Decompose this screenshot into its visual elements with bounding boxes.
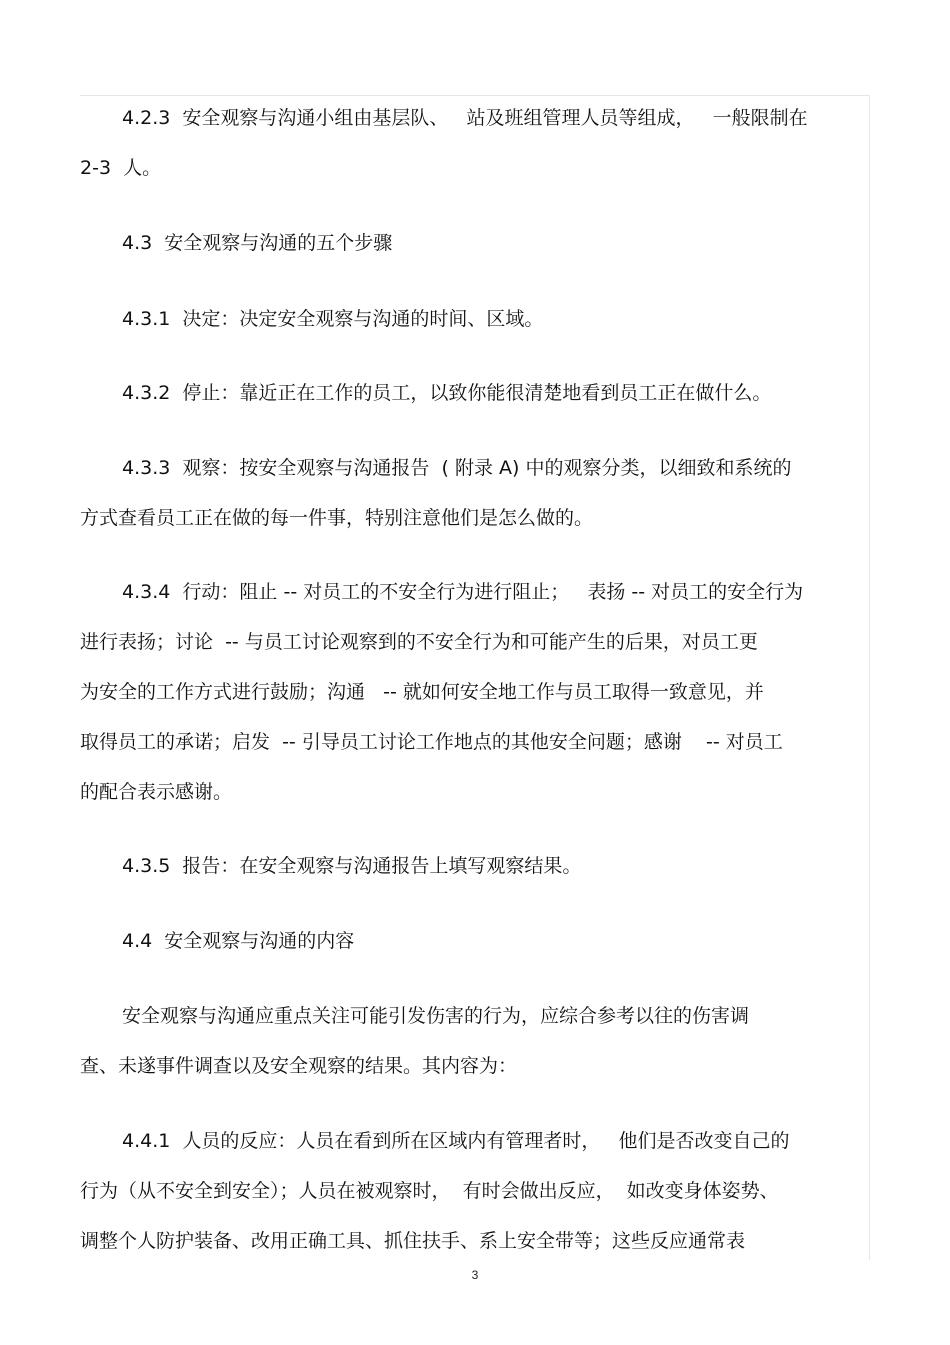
section-heading: 4.4 安全观察与沟通的内容 (122, 930, 355, 952)
text-line: 的配合表示感谢。 (80, 781, 233, 803)
text-line: 4.2.3 安全观察与沟通小组由基层队、 站及班组管理人员等组成， 一般限制在 (122, 107, 808, 129)
text-line: 进行表扬；讨论 -- 与员工讨论观察到的不安全行为和可能产生的后果，对员工更 (80, 631, 758, 653)
text-line: 4.4.1 人员的反应：人员在看到所在区域内有管理者时， 他们是否改变自己的 (122, 1130, 790, 1152)
text-line: 行为（从不安全到安全）；人员在被观察时， 有时会做出反应， 如改变身体姿势、 (80, 1180, 779, 1202)
text-line: 4.3.4 行动：阻止 -- 对员工的不安全行为进行阻止； 表扬 -- 对员工的安全行为 (122, 581, 804, 603)
text-line: 4.3.1 决定：决定安全观察与沟通的时间、区域。 (122, 308, 544, 330)
text-line: 2-3 人。 (80, 157, 162, 179)
section-heading: 4.3 安全观察与沟通的五个步骤 (122, 232, 393, 254)
text-line: 调整个人防护装备、改用正确工具、抓住扶手、系上安全带等；这些反应通常表 (80, 1230, 746, 1252)
page-frame-right (869, 95, 870, 1260)
text-line: 取得员工的承诺；启发 -- 引导员工讨论工作地点的其他安全问题；感谢 -- 对员工 (80, 731, 783, 753)
text-line: 为安全的工作方式进行鼓励；沟通 -- 就如何安全地工作与员工取得一致意见，并 (80, 681, 764, 703)
text-line: 查、未遂事件调查以及安全观察的结果。其内容为： (80, 1055, 518, 1077)
text-line: 安全观察与沟通应重点关注可能引发伤害的行为，应综合参考以往的伤害调 (122, 1005, 750, 1027)
page-frame-top (80, 95, 870, 96)
text-line: 4.3.3 观察：按安全观察与沟通报告 ( 附录 A) 中的观察分类，以细致和系统的 (122, 457, 792, 479)
text-line: 4.3.5 报告：在安全观察与沟通报告上填写观察结果。 (122, 855, 582, 877)
text-line: 方式查看员工正在做的每一件事，特别注意他们是怎么做的。 (80, 507, 594, 529)
page-number: 3 (471, 1268, 479, 1282)
text-line: 4.3.2 停止：靠近正在工作的员工，以致你能很清楚地看到员工正在做什么。 (122, 382, 772, 404)
